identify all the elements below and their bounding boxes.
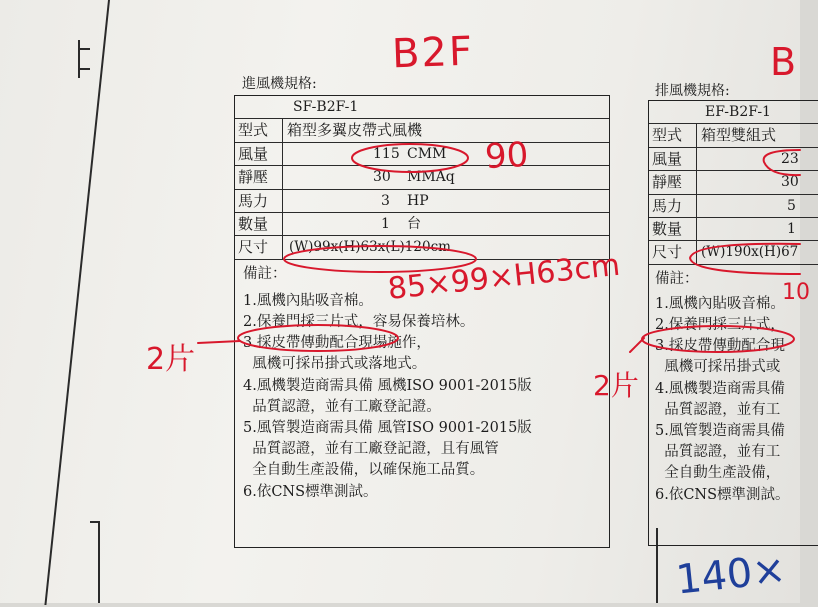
note-line: 品質認證，並有工廠登記證，且有風管 [243, 441, 499, 458]
spec-value: 1 [787, 220, 796, 237]
note-line: 3.採皮帶傳動配合現 [655, 338, 785, 355]
spec-row-static-pressure [649, 171, 818, 194]
spec-row-quantity [235, 213, 609, 236]
handwritten-airflow-correction: 90 [483, 134, 530, 178]
note-line: 6.依CNS標準測試。 [243, 483, 378, 500]
supply-fan-spec-table [234, 95, 610, 548]
note-line: 品質認證，並有工 [655, 401, 781, 418]
note-line: 全自動生產設備， [655, 465, 781, 482]
spec-row-type [649, 124, 818, 147]
spec-unit: MMAq [407, 169, 455, 186]
note-line: 全自動生產設備，以確保施工品質。 [243, 462, 485, 479]
spec-label: 尺寸 [235, 236, 283, 258]
sheet-edge-line [98, 521, 100, 603]
notes-title: 備註： [655, 270, 699, 287]
spec-row-type [235, 119, 609, 142]
spec-row-dimensions [235, 236, 609, 259]
spec-row-static-pressure [235, 166, 609, 189]
model-number: EF-B2F-1 [705, 104, 771, 120]
spec-unit: 台 [407, 215, 421, 232]
spec-value: (W)190x(H)67 [701, 244, 799, 261]
sheet-edge-line [80, 48, 90, 50]
handwritten-floor-label-cut: B [770, 40, 797, 84]
note-line: 3.採皮帶傳動配合現場施作， [243, 335, 431, 352]
handwritten-floor-label: B2F [391, 28, 475, 78]
spec-number: 115 [373, 145, 400, 162]
handwritten-size-correction: 85×99×H63cm [386, 247, 622, 307]
spec-number: 3 [381, 192, 390, 209]
note-line: 1.風機內貼吸音棉。 [243, 292, 373, 309]
note-line: 2.保養門採三片式， [655, 317, 785, 334]
note-line: 1.風機內貼吸音棉。 [655, 295, 785, 312]
notes-title: 備註： [243, 265, 287, 282]
spec-label: 型式 [649, 124, 697, 146]
spec-row-quantity [649, 218, 818, 241]
spec-unit: HP [407, 192, 429, 209]
sheet-edge-line [44, 0, 109, 605]
spec-row-dimensions [649, 241, 818, 264]
note-line: 5.風管製造商需具備 [655, 423, 785, 440]
spec-value: 5 [787, 197, 796, 214]
spec-label: 馬力 [235, 190, 283, 212]
handwritten-margin-note: 2片 [593, 369, 639, 402]
spec-value: 30 [781, 174, 799, 191]
spec-label: 靜壓 [235, 166, 283, 188]
sheet-edge-line [90, 521, 100, 523]
spec-label: 數量 [649, 218, 697, 240]
spec-row-horsepower [649, 195, 818, 218]
handwritten-margin-note: 2片 [146, 342, 196, 377]
model-number: SF-B2F-1 [293, 99, 359, 115]
spec-label: 數量 [235, 213, 283, 235]
spec-unit: CMM [407, 145, 447, 162]
handwritten-blue-dimension: 140× [673, 546, 788, 604]
spec-value: (W)99x(H)63x(L)120cm [289, 239, 451, 256]
spec-value: 箱型雙組式 [701, 126, 777, 145]
spec-row-airflow [235, 143, 609, 166]
supply-fan-heading: 進風機規格: [242, 76, 317, 92]
spec-value: 箱型多翼皮帶式風機 [287, 121, 423, 140]
note-line: 4.風機製造商需具備 [655, 380, 785, 397]
spec-row-horsepower [235, 190, 609, 213]
note-line: 4.風機製造商需具備 風機ISO 9001-2015版 [243, 377, 532, 394]
note-line: 5.風管製造商需具備 風管ISO 9001-2015版 [243, 420, 532, 437]
model-row [235, 96, 609, 119]
sheet-edge-line [78, 40, 80, 78]
spec-label: 靜壓 [649, 171, 697, 193]
spec-label: 風量 [649, 148, 697, 170]
notes-section [649, 265, 818, 506]
pointer-line [630, 338, 644, 352]
spec-value: 23 [781, 150, 799, 167]
note-line: 6.依CNS標準測試。 [655, 486, 790, 503]
spec-number: 30 [373, 169, 391, 186]
spec-label: 馬力 [649, 195, 697, 217]
exhaust-fan-heading: 排風機規格: [655, 83, 730, 99]
note-line: 風機可採吊掛式或 [655, 359, 781, 376]
sheet-edge-line [80, 68, 90, 70]
spec-row-airflow [649, 148, 818, 171]
spec-number: 1 [381, 215, 390, 232]
spec-label: 尺寸 [649, 241, 697, 263]
spec-label: 型式 [235, 119, 283, 141]
spec-label: 風量 [235, 143, 283, 165]
note-line: 2.保養門採三片式，容易保養培林。 [243, 314, 475, 331]
exhaust-fan-spec-table [648, 100, 818, 546]
handwritten-margin-mark: 10 [782, 280, 810, 305]
notes-section [235, 260, 609, 503]
note-line: 品質認證，並有工廠登記證。 [243, 398, 441, 415]
model-row [649, 101, 818, 124]
note-line: 風機可採吊掛式或落地式。 [243, 356, 427, 373]
note-line: 品質認證，並有工 [655, 444, 781, 461]
